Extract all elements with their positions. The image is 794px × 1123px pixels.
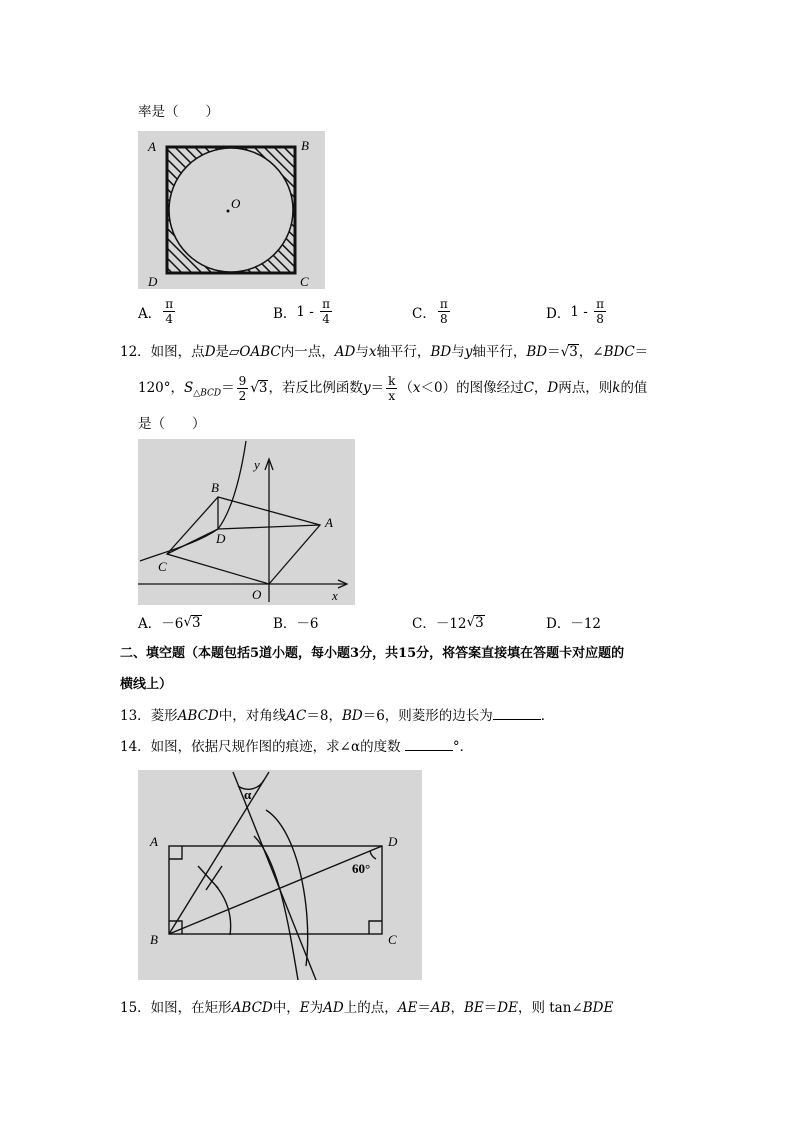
- q14-stem: 14．如图，依据尺规作图的痕迹，求∠α的度数 °．: [120, 736, 473, 757]
- label-alpha: α: [244, 787, 252, 802]
- label-C: C: [388, 932, 397, 947]
- q14-figure: [138, 770, 422, 980]
- q12-line2: 120°，$S_{\triangle BCD}=$ $\frac{9}{2}$ √3，若反比例函数y＝ $\frac{k}{x}$ （x＜0）的图像经过C，D两点，则k的值: [138, 374, 648, 403]
- label-D: D: [148, 274, 158, 289]
- q11-figure: [138, 131, 325, 289]
- label-A: A: [325, 515, 333, 530]
- q13-stem: 13．菱形ABCD中，对角线AC＝8，BD＝6，则菱形的边长为 ．: [120, 705, 554, 726]
- label-B: B: [150, 932, 158, 947]
- label-D: D: [216, 531, 226, 546]
- q12-line3: 是（ ）: [138, 416, 206, 432]
- label-x: x: [332, 588, 338, 603]
- label-C: C: [300, 274, 309, 289]
- q11-option-d[interactable]: D． 1 - $\frac{\pi}{8}$: [546, 297, 604, 326]
- square-circle-diagram: [138, 131, 325, 289]
- fraction: $\frac{\pi}{8}$: [596, 297, 604, 326]
- fraction: $\frac{\pi}{4}$: [165, 297, 174, 326]
- q11-stem-end: 率是（ ）: [138, 104, 219, 120]
- q12-figure: [138, 439, 355, 605]
- label-A: A: [150, 834, 158, 849]
- rectangle-construction-diagram: [138, 770, 422, 980]
- label-B: B: [211, 480, 219, 495]
- parallelogram-hyperbola-diagram: [138, 439, 355, 605]
- answer-blank[interactable]: [405, 736, 453, 751]
- answer-blank[interactable]: [493, 705, 541, 720]
- label-O: O: [231, 196, 241, 211]
- label-y: y: [254, 457, 260, 472]
- label-D: D: [388, 834, 398, 849]
- q12-option-d[interactable]: D． －12: [546, 616, 602, 632]
- q11-option-c[interactable]: C． $\frac{\pi}{8}$: [412, 297, 448, 326]
- q11-option-a[interactable]: A． $\frac{\pi}{4}$: [138, 297, 174, 326]
- q12-option-c[interactable]: C． －12 √ 3: [412, 614, 484, 632]
- q15-stem: 15．如图，在矩形ABCD中，E为AD上的点，AE＝AB，BE＝DE，则 tan∠BDE: [120, 1000, 614, 1016]
- section-heading-cont: 横线上）: [120, 677, 173, 692]
- q12-option-b[interactable]: B． －6: [273, 616, 319, 632]
- q11-option-b[interactable]: B． 1 - $\frac{\pi}{4}$: [273, 297, 331, 326]
- fraction: $\frac{\pi}{8}$: [439, 297, 448, 326]
- section-heading: 二、填空题（本题包括5道小题，每小题3分，共15分，将答案直接填在答题卡对应题的: [120, 646, 625, 661]
- label-C: C: [158, 559, 167, 574]
- q12-line1: 12．如图，点D是▱OABC内一点，AD与x轴平行，BD与y轴平行，BD＝√3，∠BDC＝: [120, 344, 649, 360]
- label-angle-60: 60°: [352, 861, 371, 876]
- fraction: $\frac{\pi}{4}$: [322, 297, 331, 326]
- q12-option-a[interactable]: A． －6 √ 3: [138, 614, 201, 632]
- label-B: B: [301, 138, 309, 153]
- label-O: O: [252, 587, 262, 602]
- label-A: A: [148, 139, 156, 154]
